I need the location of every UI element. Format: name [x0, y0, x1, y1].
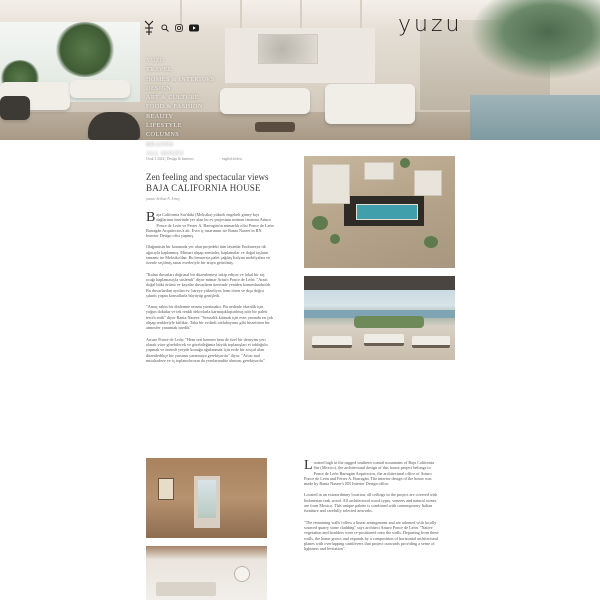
instagram-icon[interactable] — [175, 24, 183, 32]
plant — [55, 22, 115, 77]
interior-photo — [146, 546, 267, 600]
nav-item-beauty[interactable]: BEAUTY — [146, 112, 174, 120]
paragraph: "Kalan duvarları doğrusal bir düzenlemeyi takip ediyor ve lokal bir taş ocağı kaplamasıyla süslendi" diyor mimar Arturo Ponce de León. "Arazi doğal bitki örtüsü ve kayalar duvarların üzerinde yeniden konumlandırıldı. Bu duvarlardan ayrılan ev, hareye yükseliyor, hem tören ve dışa doğru çıkıntı yapan konsollarla büyüyüp genişledi. — [146, 271, 272, 298]
paragraph: Olağanüstü bir konumda yer alan projedeki tüm tavanlar Endonezya tik ağacıyla kaplanmış. Mimari ahşap zeminler, kaplamalar ve doğal taşların tamamı ise Meksika'dan. Bu benzersiz palet çağdaş İtalyan mobilyaları ve özenle seçilmiş sanat eserleriyle bir araya getirilmiş. — [146, 244, 271, 266]
main-nav — [146, 56, 215, 158]
nav-item-columns[interactable]: COLUMNS — [146, 131, 180, 139]
sofa — [70, 80, 130, 98]
article-body-en — [304, 460, 440, 557]
youtube-icon[interactable] — [189, 24, 199, 32]
drop-cap: L — [304, 458, 313, 473]
terrace-photo — [304, 276, 455, 360]
nav-item-homes-interiors[interactable]: HOMES & INTERIORS — [146, 75, 215, 83]
wall-art — [258, 34, 318, 64]
sofa — [220, 88, 310, 114]
nav-item-yuzu[interactable]: YUZU — [146, 57, 165, 64]
paragraph: Located in an extraordinary location, all ceilings in the project are covered with Indonesian teak wood. All architectural wood types, veneers and natural stones are from Mexico. This unique palette is combined with contemporary Italian furniture and carefully selected artworks. — [304, 492, 438, 514]
nav-item-design[interactable]: DESIGN — [146, 84, 172, 92]
nav-item-travel[interactable]: TRAVEL — [146, 66, 173, 74]
paragraph: Arturo Ponce de León: "Hem sert hemem hem de özel bir deneyim yerı olarak yüce görebilecek ve görebileğimiz büyük toplanışları et tabloğulu yapmak ve önemli yeryde konuğa ağırlanmak için evde bir sosyal alan düzenledikçe bir yarsunu yaratmaya gerekiyordu" diyor. "Artısı mal mısalızdeze ve iç toplanırlırozın da yerelarınıdüz olmuısı gerekiyordu". — [146, 336, 268, 363]
nav-item-art-culture[interactable]: ART & CULTURE — [146, 94, 199, 102]
chair — [88, 112, 140, 140]
pool — [470, 95, 600, 140]
article-byline: yazan: Serkan N. Ersoy — [146, 197, 180, 201]
palm-tree — [470, 0, 600, 80]
paragraph: "Amaç sakin bir dinlenme ortamı yaratmaktı. Bu nedenle ekrinlik için yoğun dokular ve tek renkli dekorlarla karmaşıklaştırılmış nötr bir paleti tercih ettik" diyor Rania Naseer. "Sessizlik katmak için evin yanında en çok ahşap renkleriyle birlikte. Taka bir evdirdi otelaboyunu gibi hissettiren bir atmosfer yaratmak istedik" — [146, 304, 273, 331]
sofa — [325, 84, 415, 124]
sofa — [0, 96, 30, 120]
nav-item-all-issues[interactable]: ALL ISSUES — [146, 149, 184, 157]
brand-logo[interactable]: yuzu — [398, 12, 463, 37]
clock-icon — [234, 566, 250, 582]
article-title: BAJA CALIFORNIA HOUSE — [146, 183, 261, 193]
top-icons — [143, 20, 199, 36]
nav-item-lifestyle[interactable]: LIFESTYLE — [146, 122, 182, 130]
coffee-table — [255, 122, 295, 132]
hero-image — [0, 0, 600, 140]
article-body-tr — [146, 212, 274, 369]
nav-item-brands[interactable]: BRANDS — [146, 140, 174, 148]
drop-cap: B — [146, 210, 156, 225]
language-note: english below — [222, 157, 243, 161]
paragraph: "The remaining walls follow a linear arrangement and are adorned with locally sourced quarry stone cladding" says architect Arturo Ponce de León. "Native vegetation and boulders were re-positioned onto the walls. Departing from these walls, the home grows and expands by a composition of horizontal architectural planes with overlapping cantilevers that project outwards providing a sense of lightness and levitation". — [304, 519, 439, 552]
article-meta: Ocak 5 2024 | Design & Interiors — [146, 157, 194, 161]
interior-photo — [146, 458, 267, 538]
paragraph: Baja California Sur'daki (Meksika) yüksek engebeli güney kıyı dağlarının üzerinde yer alan bu ev projesinin mimarı tasarımı Arturo Ponce de León ve Ferrer A. Barragán'ın mimarlık ofisi Ponce de León Barragán Arquitectos'a ait. Evin iç tasarımını ise Rania Naseer'ın RN Interior Design ofisi yapmış. — [146, 210, 274, 239]
nav-item-food-fashion[interactable]: FOOD & FASHION — [146, 103, 203, 111]
pool — [356, 204, 418, 220]
aerial-photo — [304, 156, 455, 268]
paragraph: Located high in the rugged southern coastal mountains of Baja California Sur (Mexico), the architectural design of this house project belongs to Ponce de León Barragán Arquitectos, the architectural office of Arturo Ponce de León and Ferrer A. Barragán. The interior design of the house was made by Rania Naseer's RN Interior Design office. — [304, 458, 435, 487]
search-icon[interactable] — [161, 24, 169, 32]
article-subtitle: Zen feeling and spectacular views — [146, 172, 269, 182]
logo-icon[interactable] — [143, 20, 155, 36]
